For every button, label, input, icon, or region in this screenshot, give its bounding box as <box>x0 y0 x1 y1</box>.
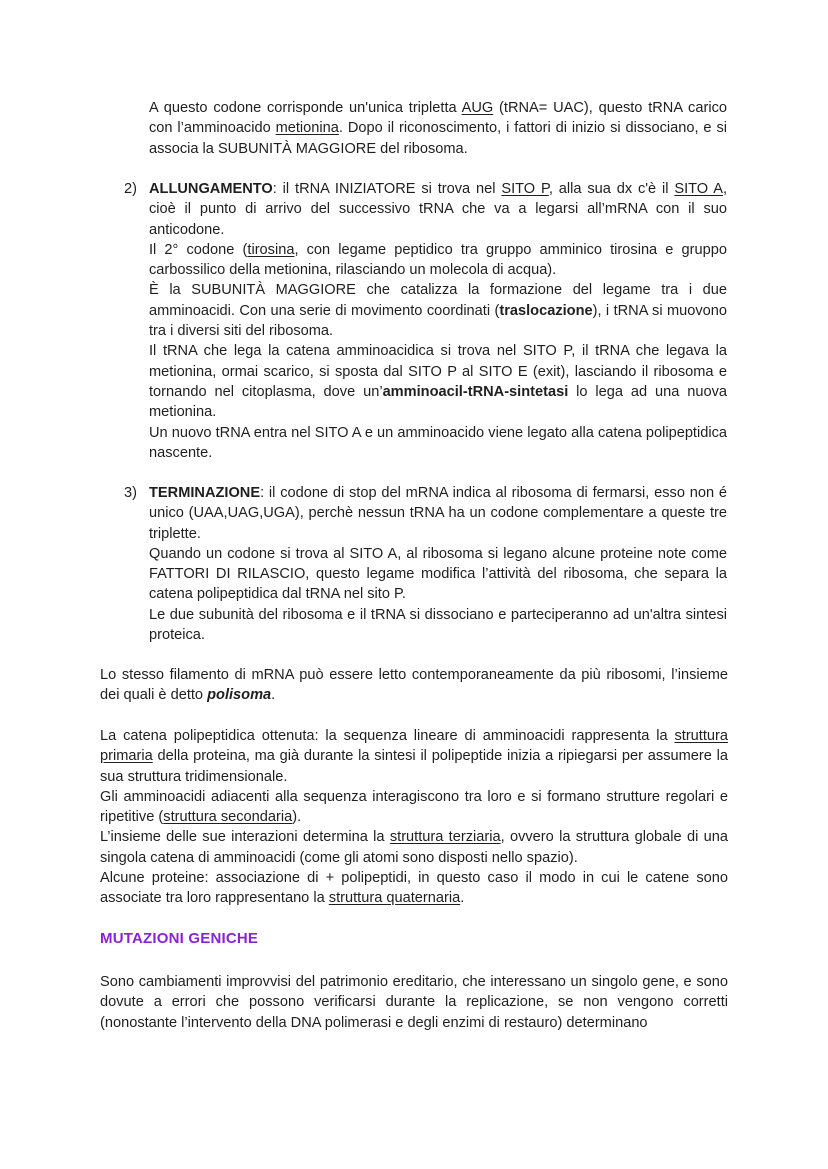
text-run: . Dopo il riconoscimento, i fattori di inizio si dissociano, e si associa la SUBUNITÀ MAGGIORE del ribosoma. <box>149 120 727 157</box>
text-run: . <box>460 890 465 907</box>
section-title: TERMINAZIONE <box>149 485 261 501</box>
bold-term: traslocazione <box>499 302 593 319</box>
text-run: La catena polipeptidica ottenuta: la sequenza lineare di amminoacidi rappresenta la <box>100 728 675 744</box>
text-run: : il codone di stop del mRNA indica al ribosoma di fermarsi, esso non é unico (UAA,UAG,UGA), perchè nessun tRNA ha un codone complementare a queste tre triplette. <box>149 485 727 542</box>
text-run: Il 2° codone ( <box>149 241 248 258</box>
section-title: ALLUNGAMENTO <box>149 181 273 197</box>
text-run: ). <box>292 809 302 826</box>
text-run: Lo stesso filamento di mRNA può essere letto contemporaneamente da più ribosomi, l’insieme dei quali è detto <box>100 667 728 704</box>
terminazione-p2: Quando un codone si trova al SITO A, al ribosoma si legano alcune proteine note come FATTORI DI RILASCIO, questo legame modifica l’attività del ribosoma, che separa la catena polipeptidica dal tRNA nel sito P. <box>149 545 727 603</box>
text-run: lo lega ad una nuova metionina. <box>149 383 727 421</box>
bold-term: amminoacil-tRNA-sintetasi <box>382 383 569 400</box>
text-run: A questo codone corrisponde un'unica tripletta <box>149 100 462 116</box>
underlined-term: struttura terziaria <box>389 829 501 846</box>
text-run: È la SUBUNITÀ MAGGIORE che catalizza la formazione del legame tra i due amminoacidi. Con una serie di movimento coordinati ( <box>149 282 727 319</box>
underlined-term: tirosina <box>247 241 295 258</box>
underlined-term: metionina <box>275 120 339 137</box>
step-terminazione <box>149 483 727 645</box>
polisoma-paragraph <box>100 665 728 706</box>
catena-p2 <box>100 787 728 828</box>
underlined-term: SITO A <box>674 181 723 197</box>
bold-italic-term: polisoma <box>207 687 272 704</box>
underlined-term: struttura secondaria <box>163 809 293 826</box>
catena-p4 <box>100 868 728 909</box>
list-number: 2) <box>124 181 137 197</box>
allungamento-p5: Un nuovo tRNA entra nel SITO A e un amminoacido viene legato alla catena polipeptidica nascente. <box>149 424 727 461</box>
allungamento-p1 <box>149 179 727 240</box>
catena-paragraph <box>100 726 728 909</box>
underlined-term: AUG <box>461 100 494 116</box>
text-run: della proteina, ma già durante la sintesi il polipeptide inizia a ripiegarsi per assumere la sua struttura tridimensionale. <box>100 748 728 785</box>
allungamento-p2 <box>149 240 727 281</box>
text-run: , cioè il punto di arrivo del successivo tRNA che va a legarsi all’mRNA con il suo anticodone. <box>149 181 727 238</box>
text-run: , con legame peptidico tra gruppo amminico tirosina e gruppo carbossilico della metionina, rilasciando un molecola di acqua). <box>149 241 727 279</box>
allungamento-p4 <box>149 341 727 422</box>
mutazioni-paragraph: Sono cambiamenti improvvisi del patrimonio ereditario, che interessano un singolo gene, e sono dovute a errori che possono verificarsi durante la replicazione, se non vengono corretti (nonostante l’intervento della DNA polimerasi e degli enzimi di restauro) determinano <box>100 974 728 1031</box>
underlined-term: struttura primaria <box>100 728 728 765</box>
list-number: 3) <box>124 485 137 501</box>
terminazione-p3: Le due subunità del ribosoma e il tRNA si dissociano e parteciperanno ad un'altra sintesi proteica. <box>149 606 727 644</box>
text-run: Alcune proteine: associazione di + polipeptidi, in questo caso il modo in cui le catene sono associate tra loro rappresentano la <box>100 870 728 907</box>
intro-paragraph <box>149 98 727 159</box>
text-run: . <box>271 687 276 704</box>
catena-p1 <box>100 726 728 787</box>
text-run: , alla sua dx c'è il <box>548 181 675 197</box>
terminazione-p1 <box>149 483 727 544</box>
text-run: Il tRNA che lega la catena amminoacidica si trova nel SITO P, il tRNA che legava la metionina, ormai scarico, si sposta dal SITO P al SITO E (exit), lasciando il ribosoma e tornando nel citoplasma, dove un’ <box>149 343 727 400</box>
allungamento-p3 <box>149 280 727 341</box>
step-allungamento <box>149 179 727 463</box>
text-run: , ovvero la struttura globale di una singola catena di amminoacidi (come gli atomi sono disposti nello spazio). <box>100 829 728 866</box>
underlined-term: SITO P <box>501 181 549 197</box>
text-run: : il tRNA INIZIATORE si trova nel <box>272 181 502 197</box>
text-run: L’insieme delle sue interazioni determina la <box>100 829 390 846</box>
text-run: ), i tRNA si muovono tra i diversi siti del ribosoma. <box>149 302 727 340</box>
text-run: Gli amminoacidi adiacenti alla sequenza interagiscono tra loro e si formano strutture regolari e ripetitive ( <box>100 788 728 826</box>
section-heading-mutazioni: MUTAZIONI GENICHE <box>100 930 259 947</box>
underlined-term: struttura quaternaria <box>328 890 461 907</box>
text-run: (tRNA= UAC), questo tRNA carico con l’amminoacido <box>149 100 727 137</box>
catena-p3 <box>100 827 728 868</box>
